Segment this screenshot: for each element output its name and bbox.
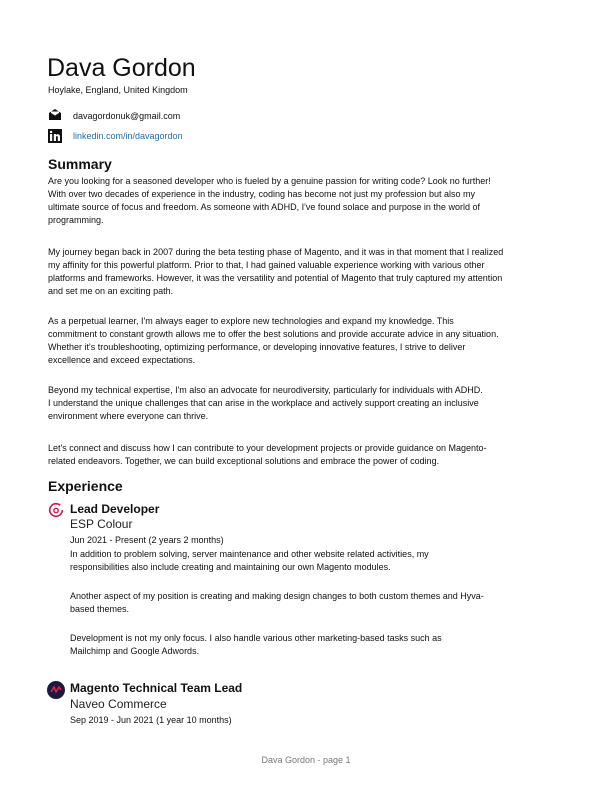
text-line: Mailchimp and Google Adwords.	[70, 646, 200, 657]
job-company: ESP Colour	[70, 517, 133, 531]
text-line: Whether it's troubleshooting, optimizing performance, or developing innovative features, I strive to deliver	[48, 342, 466, 353]
text-line: Another aspect of my position is creating and making design changes to both custom themes and Hyva-	[70, 591, 484, 601]
paragraph	[70, 548, 429, 574]
text-line: my affinity for this powerful platform. Prior to that, I had gained valuable experience working with various other	[48, 260, 485, 271]
envelope-icon	[48, 108, 62, 121]
text-line: related endeavors. Together, we can build exceptional solutions and embrace the power of coding.	[48, 456, 440, 467]
text-line: Let's connect and discuss how I can contribute to your development projects or provide guidance on Magento-	[48, 443, 487, 453]
text-line: Development is not my only focus. I also handle various other marketing-based tasks such as	[70, 633, 442, 643]
paragraph	[70, 590, 484, 616]
location: Hoylake, England, United Kingdom	[48, 85, 188, 95]
text-line: excellence and exceed expectations.	[48, 355, 196, 366]
experience-heading: Experience	[48, 478, 123, 494]
job-dates: Jun 2021 - Present (2 years 2 months)	[70, 535, 224, 545]
page-footer: Dava Gordon - page 1	[261, 755, 351, 765]
paragraph	[48, 442, 486, 468]
text-line: In addition to problem solving, server maintenance and other website related activities, my	[70, 549, 429, 559]
text-line: platforms and frameworks. However, it was the versatility and potential of Magento that truly captured my attention	[48, 273, 503, 284]
text-line: My journey began back in 2007 during the beta testing phase of Magento, and it was in that moment that I realized	[48, 247, 504, 257]
text-line: Are you looking for a seasoned developer who is fueled by a genuine passion for writing code? Look no further!	[48, 176, 491, 186]
text-line: responsibilities also include creating and maintaining our own Magento modules.	[70, 562, 391, 573]
job-title: Lead Developer	[70, 502, 160, 516]
text-line: Beyond my technical expertise, I'm also an advocate for neurodiversity, particularly for individuals with ADHD.	[48, 385, 483, 395]
text-line: based themes.	[70, 604, 130, 615]
text-line: I understand the unique challenges that can arise in the workplace and actively support creating an inclusive	[48, 398, 479, 409]
job-company: Naveo Commerce	[70, 697, 167, 711]
candidate-name: Dava Gordon	[47, 54, 196, 82]
email[interactable]: davagordonuk@gmail.com	[73, 111, 181, 121]
text-line: As a perpetual learner, I'm always eager to explore new technologies and expand my knowledge. This	[48, 316, 454, 326]
paragraph	[48, 315, 499, 367]
text-line: commitment to constant growth allows me to offer the best solutions and provide accurate advice in any situation.	[48, 329, 499, 340]
text-line: With over two decades of experience in the industry, coding has become not just my profession but also my	[48, 189, 476, 200]
paragraph	[48, 175, 491, 227]
job-dates: Sep 2019 - Jun 2021 (1 year 10 months)	[70, 715, 232, 725]
linkedin-icon	[48, 129, 62, 143]
text-line: programming.	[48, 215, 104, 226]
naveo-commerce-logo-icon	[47, 681, 65, 699]
paragraph	[70, 632, 442, 658]
linkedin-link[interactable]: linkedin.com/in/davagordon	[73, 131, 183, 141]
paragraph	[48, 384, 483, 423]
text-line: ultimate source of focus and freedom. As someone with ADHD, I've found solace and purpose in the world of	[48, 202, 480, 213]
text-line: and set me on an exciting path.	[48, 286, 174, 297]
text-line: environment where everyone can thrive.	[48, 411, 209, 422]
summary-heading: Summary	[48, 156, 112, 172]
job-title: Magento Technical Team Lead	[70, 681, 243, 695]
esp-colour-logo-icon	[48, 502, 64, 518]
paragraph	[48, 246, 503, 298]
